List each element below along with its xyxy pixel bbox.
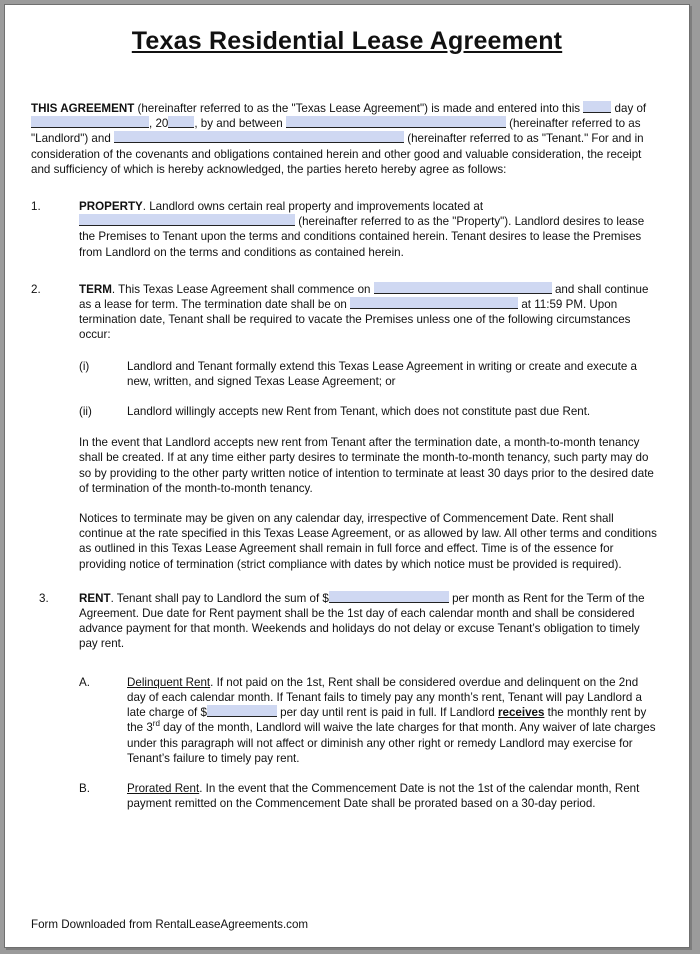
document-page — [4, 4, 690, 948]
section-number: 1. — [31, 200, 41, 214]
section-property: 1. PROPERTY. Landlord owns certain real property and improvements located at (hereinafter referred to as the "Property"). Landlord desires to lease the Premises to Tenant upon the terms and conditions contained herein. Tenant desires to lease the Premises from Landlord on the terms and conditions as contained herein. — [31, 200, 645, 259]
tenant-name-field[interactable] — [114, 131, 404, 143]
rent-item-delinquent: A. Delinquent Rent. If not paid on the 1st, Rent shall be considered overdue and delinquent on the 2nd day of each calendar month. If Tenant fails to timely pay any month’s rent, Tenant will pay Landlord a late charge of $ per day until rent is paid in full. If Landlord receives the monthly rent by the 3rd day of the month, Landlord will waive the late charges for that month. Any waiver of late charges under this paragraph will not affect or diminish any other right or remedy Landlord may exercise for Tenant’s failure to timely pay rent. — [79, 675, 656, 765]
rent-amount-field[interactable] — [329, 591, 449, 603]
preamble: THIS AGREEMENT (hereinafter referred to as the "Texas Lease Agreement") is made and entered into this day of , 20 , by and between (hereinafter referred to as "Landlord") and (hereinafter referred to as "Tenant." For and in consideration of the covenants and obligations contained herein and other good and valuable consideration, the receipt and sufficiency of which is hereby acknowledged, the parties hereto hereby agree as follows: — [31, 102, 647, 176]
section-heading: PROPERTY — [79, 200, 143, 214]
section-heading: RENT — [79, 591, 111, 605]
month-field[interactable] — [31, 116, 149, 128]
term-paragraph: Notices to terminate may be given on any calendar day, irrespective of Commencement Date. Rent shall continue at the rate specified in this Texas Lease Agreement, or as allowed by law. All other terms and conditions as outlined in this Texas Lease Agreement shall remain in full force and effect. Time is of the essence for providing notice of termination (strict compliance with dates by which notice must be provided is required). — [79, 512, 657, 571]
landlord-name-field[interactable] — [286, 116, 506, 128]
section-heading: TERM — [79, 282, 112, 296]
term-item: (ii) Landlord willingly accepts new Rent from Tenant, which does not constitute past due Rent. — [79, 405, 591, 419]
section-term: 2. TERM. This Texas Lease Agreement shall commence on and shall continue as a lease for term. The termination date shall be on at 11:59 PM. Upon termination date, Tenant shall be required to vacate the Premises unless one of the following circumstances occur: — [31, 282, 649, 342]
subsection-heading: Delinquent Rent — [127, 675, 211, 689]
section-number: 2. — [31, 282, 41, 296]
subsection-heading: Prorated Rent — [127, 781, 200, 795]
section-number: 3. — [39, 591, 49, 605]
termination-date-field[interactable] — [350, 297, 518, 309]
day-field[interactable] — [583, 101, 611, 113]
footer-source: Form Downloaded from RentalLeaseAgreements.com — [31, 918, 309, 931]
preamble-lead: THIS AGREEMENT — [31, 102, 135, 115]
term-item: (i) Landlord and Tenant formally extend this Texas Lease Agreement in writing or create and execute a new, written, and signed Texas Lease Agreement; or — [79, 359, 638, 388]
document-body — [31, 101, 659, 811]
page-title: Texas Residential Lease Agreement — [131, 27, 563, 55]
section-rent: 3. RENT. Tenant shall pay to Landlord the sum of $ per month as Rent for the Term of the Agreement. Due date for Rent payment shall be the 1st day of each calendar month and shall be considered advance payment for that month. Weekends and holidays do not delay or excuse Tenant’s obligation to timely pay rent. — [31, 591, 659, 652]
property-address-field[interactable] — [79, 214, 295, 226]
year-field[interactable] — [168, 116, 194, 128]
term-paragraph: In the event that Landlord accepts new rent from Tenant after the termination date, a month-to-month tenancy shall be created. If at any time either party desires to terminate the month-to-month tenancy, such party may do so by providing to the other party written notice of intention to terminate at least 30 days prior to the desired date of termination of the month-to-month tenancy. — [79, 436, 654, 495]
commencement-date-field[interactable] — [374, 282, 552, 294]
rent-item-prorated: B. Prorated Rent. In the event that the Commencement Date is not the 1st of the calendar month, Rent payment remitted on the Commencement Date shall be prorated based on a 30-day period. — [79, 781, 640, 811]
late-charge-field[interactable] — [207, 705, 277, 717]
